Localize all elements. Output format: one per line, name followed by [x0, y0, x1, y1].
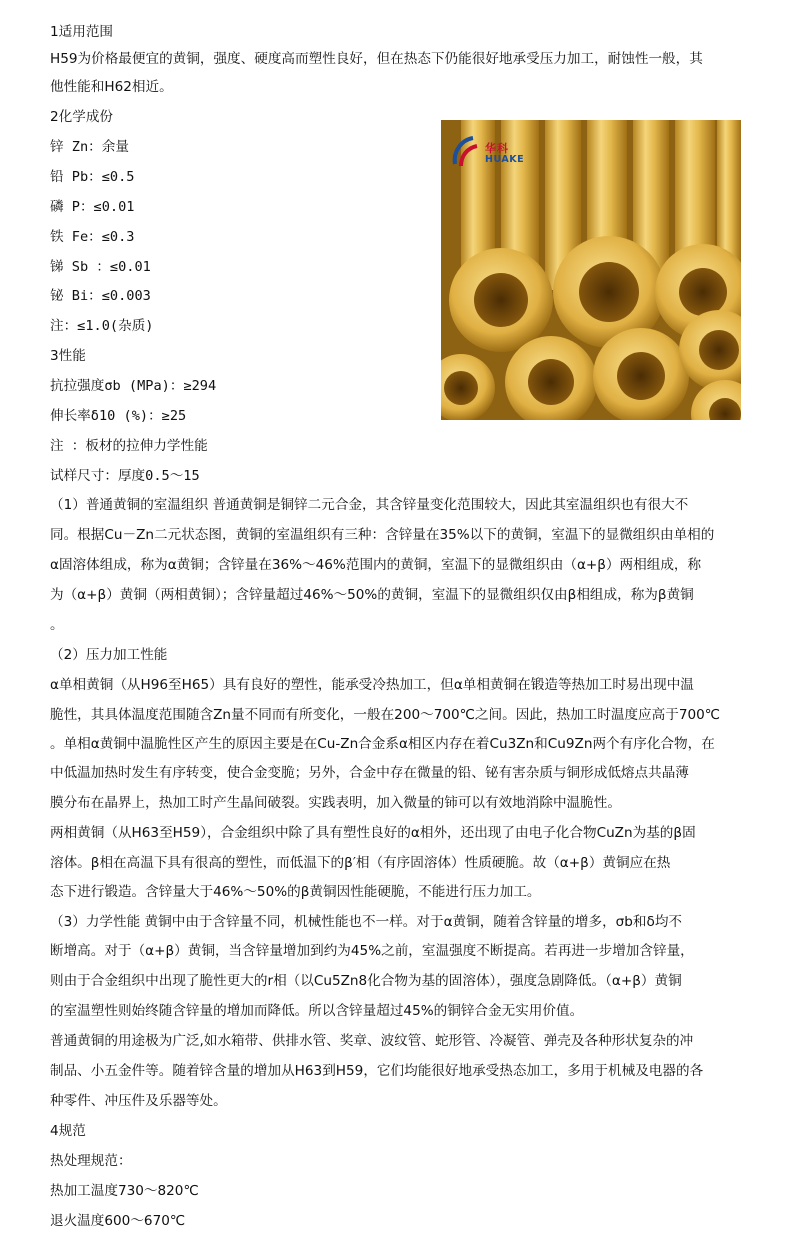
paragraph-line: α固溶体组成，称为α黄铜；含锌量在36%～46%范围内的黄铜，室温下的显微组织由（α+β）两相组成，称 — [50, 557, 702, 573]
paragraph-line: 中低温加热时发生有序转变，使合金变脆；另外，合金中存在微量的铅、铋有害杂质与铜形成低熔点共晶薄 — [50, 765, 689, 781]
spec-item: 热处理规范： — [50, 1153, 132, 1169]
brass-tubes-photo — [441, 120, 741, 420]
paragraph-line: 断增高。对于（α+β）黄铜，当含锌量增加到约为45%之前，室温强度不断提高。若再进一步增加含锌量， — [50, 943, 694, 959]
paragraph-line: 普通黄铜的用途极为广泛,如水箱带、供排水管、奖章、波纹管、蛇形管、冷凝管、弹壳及各种形状复杂的冲 — [50, 1033, 694, 1049]
scope-text-line: 他性能和H62相近。 — [50, 79, 173, 95]
composition-item: 锌 Zn：余量 — [50, 139, 129, 155]
composition-item: 铅 Pb：≤0.5 — [50, 169, 135, 185]
section-heading-composition: 2化学成份 — [50, 109, 114, 125]
section-heading-pressure-working: （2）压力加工性能 — [50, 647, 168, 663]
section-heading-specification: 4规范 — [50, 1123, 86, 1139]
paragraph-line: 两相黄铜（从H63至H59），合金组织中除了具有塑性良好的α相外，还出现了由电子化合物CuZn为基的β固 — [50, 825, 696, 841]
section-heading-properties: 3性能 — [50, 348, 86, 364]
property-item: 试样尺寸：厚度0.5～15 — [50, 468, 200, 484]
composition-item: 铋 Bi：≤0.003 — [50, 288, 151, 304]
logo-text-cn: 华科 — [485, 142, 509, 155]
property-item: 伸长率δ10 (%)：≥25 — [50, 408, 187, 424]
paragraph-line: 制品、小五金件等。随着锌含量的增加从H63到H59，它们均能很好地承受热态加工，多用于机械及电器的各 — [50, 1063, 704, 1079]
composition-item: 锑 Sb ：≤0.01 — [50, 259, 151, 275]
logo-text-en: HUAKE — [485, 154, 525, 165]
paragraph-line: 种零件、冲压件及乐器等处。 — [50, 1093, 227, 1109]
paragraph-line: 溶体。β相在高温下具有很高的塑性，而低温下的β′相（有序固溶体）性质硬脆。故（α+β）黄铜应在热 — [50, 855, 671, 871]
composition-item: 磷 P：≤0.01 — [50, 199, 135, 215]
paragraph-line: 。 — [50, 617, 64, 633]
paragraph-line: （3）力学性能 黄铜中由于含锌量不同，机械性能也不一样。对于α黄铜，随着含锌量的增多，σb和δ均不 — [50, 914, 683, 930]
spec-item: 退火温度600～670℃ — [50, 1213, 186, 1229]
huake-logo-icon — [451, 134, 481, 170]
paragraph-line: 态下进行锻造。含锌量大于46%～50%的β黄铜因性能硬脆，不能进行压力加工。 — [50, 884, 541, 900]
paragraph-line: α单相黄铜（从H96至H65）具有良好的塑性，能承受冷热加工，但α单相黄铜在锻造等热加工时易出现中温 — [50, 677, 694, 693]
paragraph-line: 同。根据Cu－Zn二元状态图，黄铜的室温组织有三种：含锌量在35%以下的黄铜，室温下的显微组织由单相的 — [50, 527, 715, 543]
huake-logo — [451, 134, 541, 174]
composition-item: 铁 Fe：≤0.3 — [50, 229, 135, 245]
section-heading-scope: 1适用范围 — [50, 24, 114, 40]
paragraph-line: 为（α+β）黄铜（两相黄铜）；含锌量超过46%～50%的黄铜，室温下的显微组织仅由β相组成，称为β黄铜 — [50, 587, 694, 603]
paragraph-line: （1）普通黄铜的室温组织 普通黄铜是铜锌二元合金，其含锌量变化范围较大，因此其室温组织也有很大不 — [50, 497, 689, 513]
paragraph-line: 脆性，其具体温度范围随含Zn量不同而有所变化，一般在200～700℃之间。因此，热加工时温度应高于700℃ — [50, 707, 721, 723]
property-item: 抗拉强度σb (MPa)：≥294 — [50, 378, 217, 394]
scope-text-line: H59为价格最便宜的黄铜，强度、硬度高而塑性良好，但在热态下仍能很好地承受压力加工，耐蚀性一般，其 — [50, 51, 703, 67]
paragraph-line: 则由于合金组织中出现了脆性更大的r相（以Cu5Zn8化合物为基的固溶体），强度急剧降低。（α+β）黄铜 — [50, 973, 682, 989]
property-item: 注 ：板材的拉伸力学性能 — [50, 438, 208, 454]
composition-item: 注：≤1.0(杂质) — [50, 318, 154, 334]
paragraph-line: 的室温塑性则始终随含锌量的增加而降低。所以含锌量超过45%的铜锌合金无实用价值。 — [50, 1003, 584, 1019]
paragraph-line: 膜分布在晶界上，热加工时产生晶间破裂。实践表明，加入微量的铈可以有效地消除中温脆性。 — [50, 795, 621, 811]
spec-item: 热加工温度730～820℃ — [50, 1183, 199, 1199]
paragraph-line: 。单相α黄铜中温脆性区产生的原因主要是在Cu-Zn合金系α相区内存在着Cu3Zn和Cu9Zn两个有序化合物，在 — [50, 736, 715, 752]
